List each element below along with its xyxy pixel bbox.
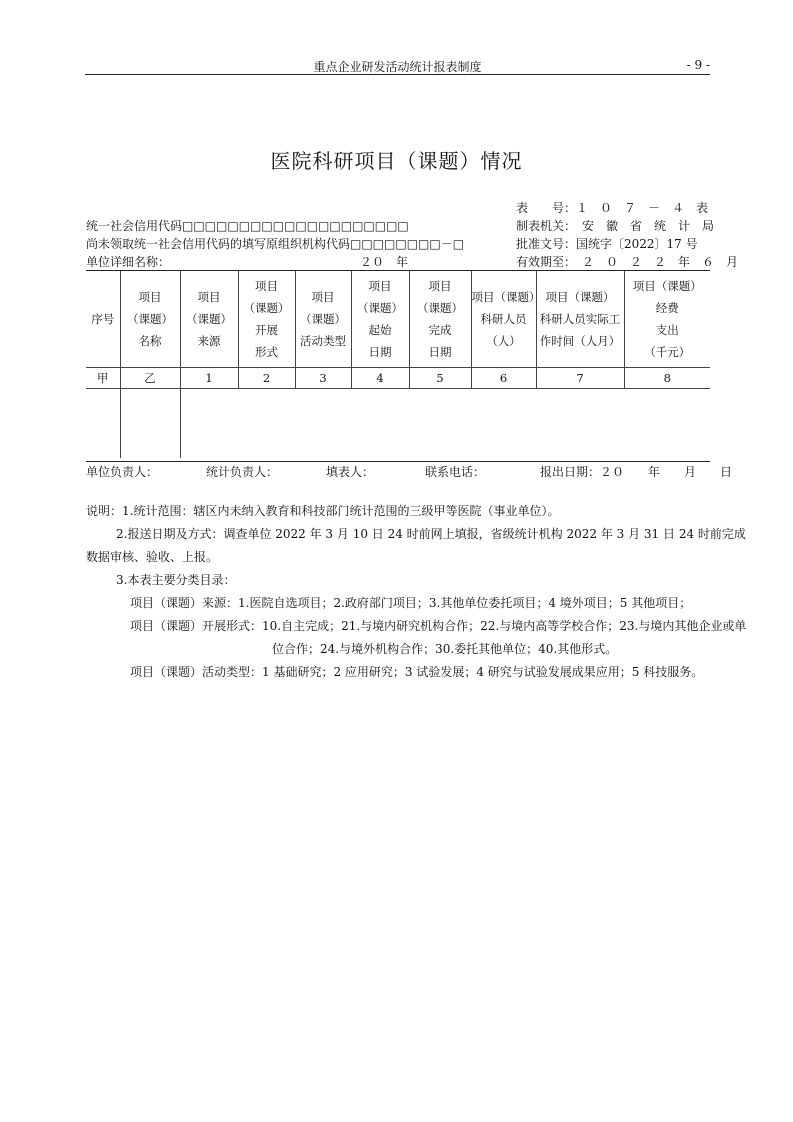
- column-code-1: 乙: [120, 368, 180, 389]
- column-header-3: [238, 271, 295, 368]
- table-header-row: [86, 271, 710, 368]
- column-header-line: （人）: [486, 334, 521, 348]
- column-header-line: 名称: [138, 334, 162, 348]
- column-header-line: （课题）: [243, 301, 290, 315]
- column-header-line: （课题）: [357, 301, 403, 315]
- entry-cell-name[interactable]: [120, 389, 180, 459]
- column-header-4: [295, 271, 351, 368]
- column-header-line: 开展: [255, 323, 278, 337]
- column-header-line: 完成: [428, 323, 452, 337]
- unit-name-field: 单位详细名称：: [86, 255, 171, 269]
- column-code-8: 7: [536, 368, 624, 389]
- column-header-6: [409, 271, 471, 368]
- column-header-7: [471, 271, 541, 368]
- column-header-line: （课题）: [186, 312, 232, 326]
- issuing-authority: 制表机关： 安 徽 省 统 计 局: [516, 219, 715, 233]
- note-line: 3.本表主要分类目录：: [116, 573, 236, 587]
- column-header-line: 活动类型: [300, 334, 346, 348]
- table-code-row: [86, 368, 710, 389]
- column-header-line: （千元）: [644, 345, 691, 359]
- column-header-line: （课题）: [300, 312, 346, 326]
- column-code-0: 甲: [86, 368, 120, 389]
- column-code-3: 2: [238, 368, 295, 389]
- page-title: 医院科研项目（课题）情况: [270, 149, 523, 173]
- column-header-8: [536, 271, 624, 368]
- column-code-2: 1: [180, 368, 238, 389]
- column-code-9: 8: [624, 368, 710, 389]
- column-header-line: 日期: [368, 345, 392, 359]
- column-header-0: [86, 271, 120, 368]
- column-header-9: [624, 271, 710, 368]
- column-header-line: 项目: [138, 290, 162, 304]
- table-entry-row: [86, 389, 710, 459]
- page-number: - 9 -: [686, 58, 710, 72]
- entry-cell-index[interactable]: [86, 389, 120, 459]
- unit-head-label: 单位负责人：: [86, 465, 159, 479]
- column-header-line: 项目（课题）: [632, 279, 702, 293]
- explanatory-notes: [86, 500, 747, 684]
- stat-head-label: 统计负责人：: [206, 465, 279, 479]
- filler-label: 填表人：: [326, 465, 375, 479]
- report-date-label: 报出日期：２０ 年 月 日: [540, 465, 733, 479]
- column-header-line: 序号: [91, 312, 115, 326]
- column-header-line: 项目: [368, 279, 392, 293]
- column-code-5: 4: [351, 368, 409, 389]
- org-code-field: 尚未领取统一社会信用代码的填写原组织机构代码□□□□□□□□－□: [86, 237, 465, 251]
- column-header-line: 项目（课题）: [471, 290, 541, 304]
- column-header-5: [351, 271, 409, 368]
- note-line: 2.报送日期及方式：调查单位 2022 年 3 月 10 日 24 时前网上填报，省级统计机构 2022 年 3 月 31 日 24 时前完成: [116, 527, 746, 541]
- column-header-line: （课题）: [127, 312, 173, 326]
- column-header-2: [180, 271, 238, 368]
- column-header-line: （课题）: [417, 301, 463, 315]
- column-header-line: 项目: [197, 290, 221, 304]
- valid-until: 有效期至： ２ ０ ２ ２ 年 ６ 月: [516, 255, 739, 269]
- running-header-title: 重点企业研发活动统计报表制度: [313, 60, 482, 74]
- note-line: 项目（课题）活动类型：1 基础研究；2 应用研究；3 试验发展；4 研究与试验发展成果应用；5 科技服务。: [130, 665, 704, 679]
- note-line: 数据审核、验收、上报。: [86, 550, 219, 564]
- note-line: 项目（课题）来源：1.医院自选项目；2.政府部门项目；3.其他单位委托项目；4 境外项目；5 其他项目；: [130, 596, 692, 610]
- signature-line: [86, 463, 733, 481]
- column-header-line: 形式: [255, 345, 278, 359]
- column-header-line: 科研人员: [480, 312, 527, 326]
- column-header-line: 项目: [428, 279, 452, 293]
- column-header-line: 项目: [255, 279, 278, 293]
- column-header-line: 项目: [311, 290, 335, 304]
- column-header-1: [120, 271, 180, 368]
- running-header: [85, 56, 710, 75]
- form-number: 表 号：１ ０ ７ － ４ 表: [516, 201, 709, 215]
- note-line: 位合作；24.与境外机构合作；30.委托其他单位；40.其他形式。: [272, 642, 618, 656]
- column-code-6: 5: [409, 368, 471, 389]
- entry-cell-rest[interactable]: [180, 389, 710, 459]
- column-header-line: 支出: [655, 323, 679, 337]
- approval-number: 批准文号：国统字〔2022〕17 号: [516, 237, 698, 251]
- column-header-line: 起始: [368, 323, 392, 337]
- note-line: 说明：1.统计范围：辖区内未纳入教育和科技部门统计范围的三级甲等医院（事业单位）。: [86, 504, 560, 518]
- report-table: [86, 270, 710, 462]
- report-year: ２０ 年: [360, 255, 409, 269]
- phone-label: 联系电话：: [425, 465, 486, 479]
- column-header-line: 经费: [655, 301, 679, 315]
- note-line: 项目（课题）开展形式：10.自主完成；21.与境内研究机构合作；22.与境内高等学校合作；23.与境内其他企业或单: [130, 619, 747, 633]
- column-header-line: 日期: [428, 345, 452, 359]
- column-code-7: 6: [471, 368, 536, 389]
- credit-code-field: 统一社会信用代码□□□□□□□□□□□□□□□□□□□□: [86, 219, 409, 233]
- column-code-4: 3: [295, 368, 351, 389]
- column-header-line: 来源: [197, 334, 221, 348]
- column-header-line: 项目（课题）: [545, 290, 615, 304]
- column-header-line: 作时间（人月）: [539, 334, 621, 348]
- column-header-line: 科研人员实际工: [539, 312, 621, 326]
